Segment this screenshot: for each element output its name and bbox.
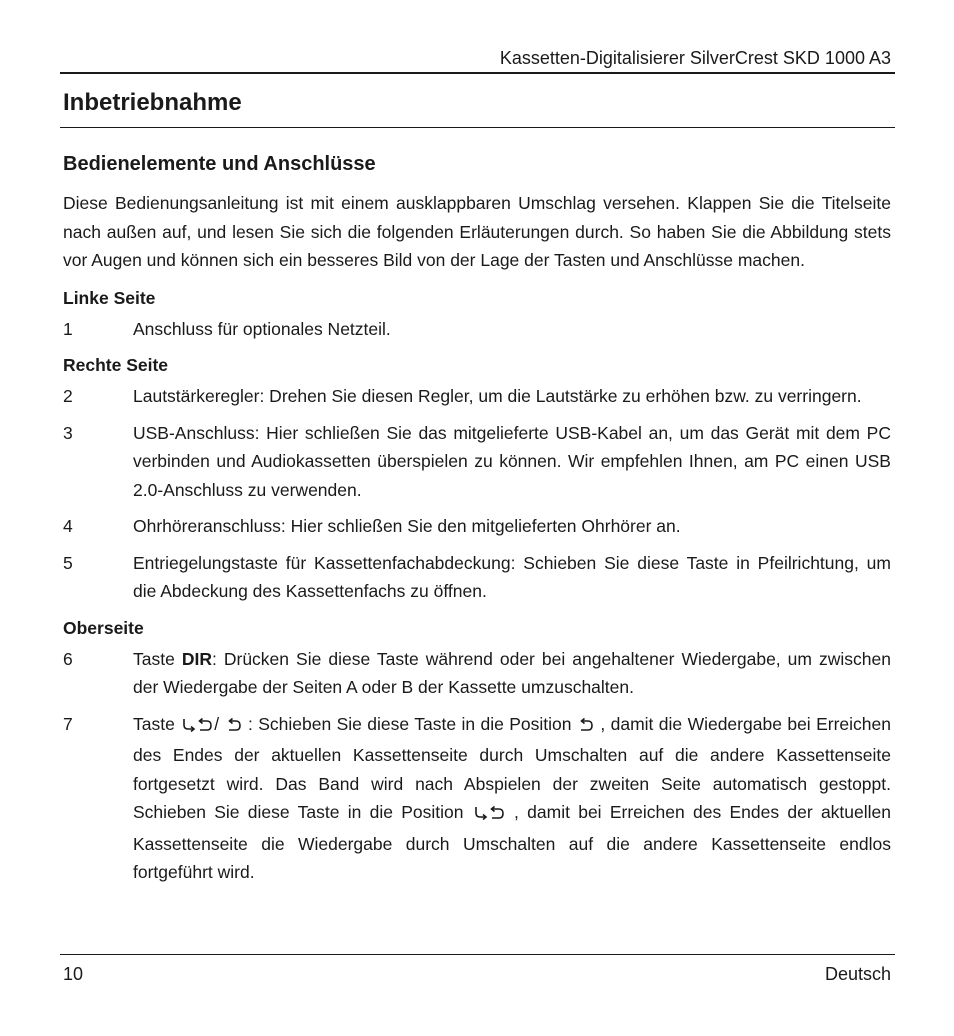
section-heading: Bedienelemente und Anschlüsse — [63, 153, 376, 175]
list-item — [63, 315, 891, 344]
item-text: : Drücken Sie diese Taste während oder bei angehaltener Wiedergabe, um zwischen der Wiedergabe der Seiten A oder B der Kassette umzuschalten. — [133, 648, 891, 697]
item-description: Lautstärkeregler: Drehen Sie diesen Regler, um die Lautstärke zu erhöhen bzw. zu verringern. — [133, 386, 862, 406]
item-description: Ohrhöreranschluss: Hier schließen Sie den mitgelieferten Ohrhörer an. — [133, 516, 681, 536]
item-number: 7 — [63, 713, 73, 734]
list-item — [63, 549, 891, 606]
item-number: 6 — [63, 648, 73, 669]
footer-language: Deutsch — [824, 964, 891, 984]
return-mode-icon — [578, 713, 594, 742]
group-heading-top-side: Oberseite — [63, 617, 144, 638]
running-header: Kassetten-Digitalisierer SilverCrest SKD 1000 A3 — [499, 48, 891, 68]
item-number: 5 — [63, 552, 73, 573]
page-number: 10 — [63, 964, 84, 984]
item-description: USB-Anschluss: Hier schließen Sie das mitgelieferte USB-Kabel an, um das Gerät mit dem PC verbinden und Audiokassetten überspielen zu können. Wir empfehlen Ihnen, am PC einen USB 2.0-Anschluss zu verwenden. — [133, 422, 891, 500]
return-mode-icon — [226, 713, 242, 742]
list-item — [63, 645, 891, 702]
item-description: Anschluss für optionales Netzteil. — [133, 318, 391, 339]
continuous-mode-icon — [473, 801, 505, 830]
continuous-mode-icon — [181, 713, 213, 742]
list-item — [63, 382, 891, 411]
list-item — [63, 512, 891, 541]
item-text-part: Taste — [133, 713, 181, 734]
group-heading-left-side: Linke Seite — [63, 287, 156, 308]
dir-keyword: DIR — [181, 648, 212, 669]
item-description — [133, 710, 891, 887]
item-text-part: / — [214, 713, 225, 734]
item-prefix: Taste — [133, 648, 182, 669]
footer-rule — [60, 954, 895, 955]
item-text-part: , damit bei Erreichen des Endes der aktuellen Kassettenseite die Wiedergabe durch Umschalten auf die andere Kassettenseite endlos fortgeführt wird. — [133, 802, 891, 882]
group-heading-right-side: Rechte Seite — [63, 355, 169, 375]
page-title: Inbetriebnahme — [63, 89, 242, 116]
list-item — [63, 419, 891, 505]
item-description: Entriegelungstaste für Kassettenfachabdeckung: Schieben Sie diese Taste in Pfeilrichtung, um die Abdeckung des Kassettenfachs zu öffnen. — [133, 552, 891, 601]
item-number: 3 — [63, 422, 73, 443]
item-number: 1 — [63, 318, 73, 339]
title-rule — [60, 127, 895, 128]
intro-paragraph: Diese Bedienungsanleitung ist mit einem ausklappbaren Umschlag versehen. Klappen Sie die Titelseite nach außen auf, und lesen Sie sich die folgenden Erläuterungen durch. So haben Sie die Abbildung stets vor Augen und können sich ein besseres Bild von der Lage der Tasten und Anschlüsse machen. — [63, 193, 891, 270]
list-item — [63, 710, 891, 887]
item-number: 2 — [63, 386, 73, 406]
item-number: 4 — [63, 516, 73, 536]
header-rule — [60, 72, 895, 74]
body-content — [63, 189, 891, 895]
item-text-part: , damit die Wiedergabe bei Erreichen des Endes der aktuellen Kassettenseite durch Umschalten auf die andere Kassettenseite fortgesetzt wird. Das Band wird nach Abspielen der zweiten Seite automatisch gestoppt. Schieben Sie diese Taste in die Position — [133, 713, 891, 822]
item-description — [133, 645, 891, 702]
item-text-part: : Schieben Sie diese Taste in die Position — [242, 713, 577, 734]
